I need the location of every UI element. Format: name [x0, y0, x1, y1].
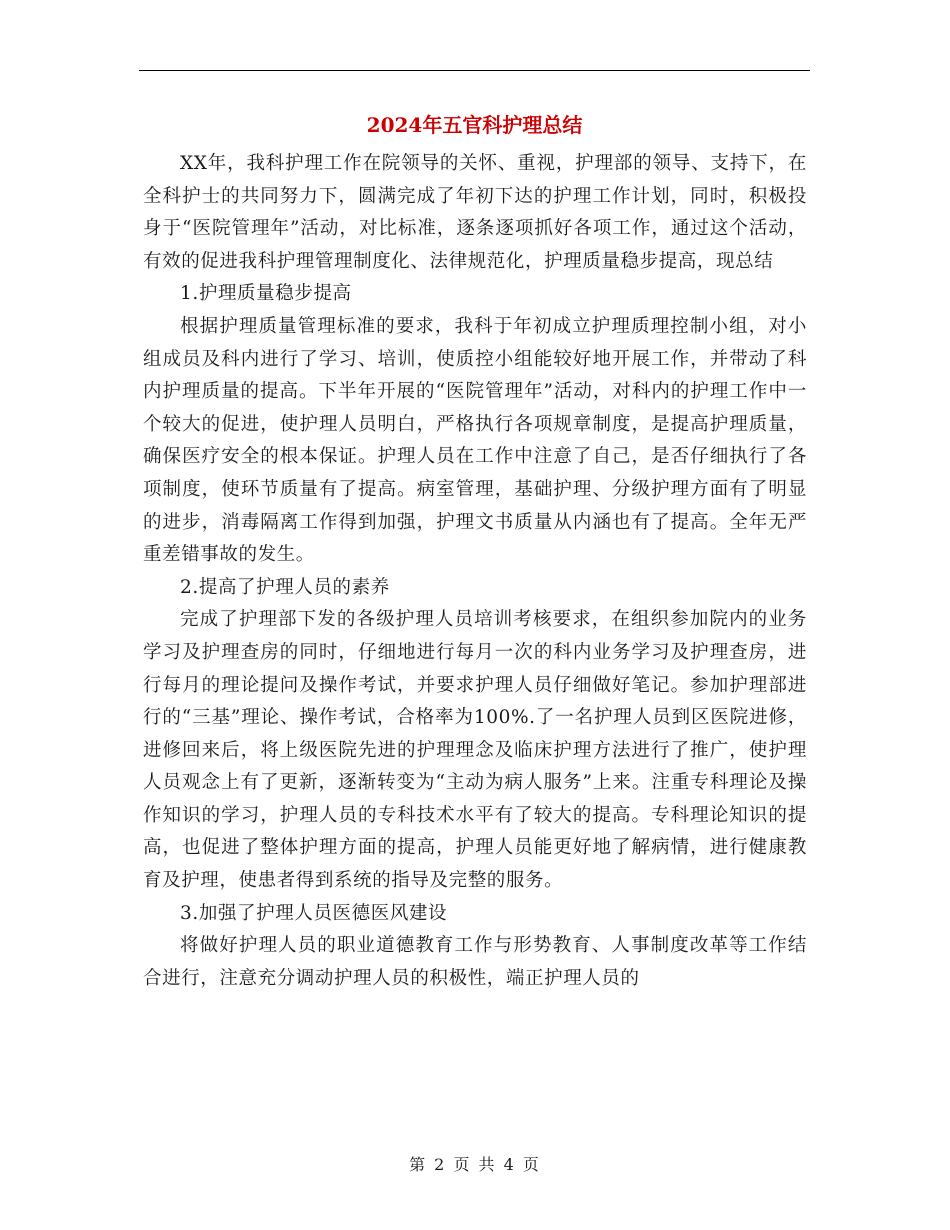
section-paragraph-3: 将做好护理人员的职业道德教育工作与形势教育、人事制度改革等工作结合进行，注意充分调动护理人员的积极性，端正护理人员的 — [143, 935, 807, 989]
header-rule — [139, 70, 810, 71]
section-heading-1: 1.护理质量稳步提高 — [180, 283, 352, 305]
section-paragraph-2: 完成了护理部下发的各级护理人员培训考核要求，在组织参加院内的业务学习及护理查房的同时，仔细地进行每月一次的科内业务学习及护理查房，进行每月的理论提问及操作考试，并要求护理人员仔细做好笔记。参加护理部进行的“三基”理论、操作考试，合格率为100%.了一名护理人员到区医院进修，进修回来后，将上级医院先进的护理理念及临床护理方法进行了推广，使护理人员观念上有了更新，逐渐转变为“主动为病人服务”上来。注重专科理论及操作知识的学习，护理人员的专科技术水平有了较大的提高。专科理论知识的提高，也促进了整体护理方面的提高，护理人员能更好地了解病情，进行健康教育及护理，使患者得到系统的指导及完整的服务。 — [143, 609, 807, 892]
page-number-footer: 第 2 页 共 4 页 — [409, 1155, 541, 1174]
document-title: 2024年五官科护理总结 — [366, 113, 583, 137]
section-paragraph-1: 根据护理质量管理标准的要求，我科于年初成立护理质理控制小组，对小组成员及科内进行了学习、培训，使质控小组能较好地开展工作，并带动了科内护理质量的提高。下半年开展的“医院管理年”活动，对科内的护理工作中一个较大的促进，使护理人员明白，严格执行各项规章制度，是提高护理质量，确保医疗安全的根本保证。护理人员在工作中注意了自己，是否仔细执行了各项制度，使环节质量有了提高。病室管理，基础护理、分级护理方面有了明显的进步，消毒隔离工作得到加强，护理文书质量从内涵也有了提高。全年无严重差错事故的发生。 — [143, 315, 807, 566]
intro-paragraph: XX年，我科护理工作在院领导的关怀、重视，护理部的领导、支持下，在全科护士的共同努力下，圆满完成了年初下达的护理工作计划，同时，积极投身于“医院管理年”活动，对比标准，逐条逐项抓好各项工作，通过这个活动，有效的促进我科护理管理制度化、法律规范化，护理质量稳步提高，现总结 — [143, 153, 807, 272]
section-heading-3: 3.加强了护理人员医德医风建设 — [180, 902, 448, 924]
section-heading-2: 2.提高了护理人员的素养 — [180, 576, 390, 598]
document-body — [143, 148, 807, 995]
